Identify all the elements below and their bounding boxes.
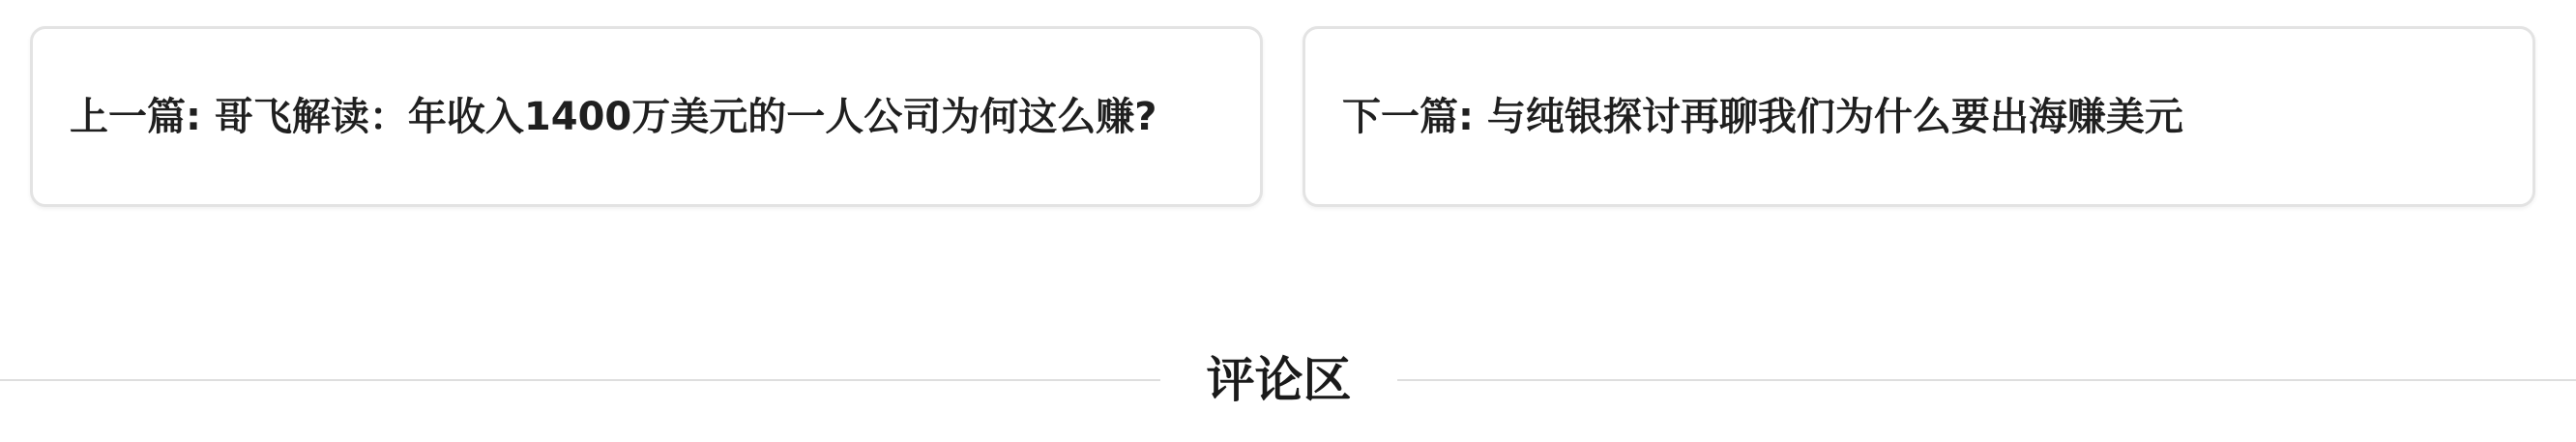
comments-section-header xyxy=(0,319,2576,442)
comments-section-title: 评论区 xyxy=(1206,352,1352,408)
next-post-link[interactable] xyxy=(1303,26,2535,207)
previous-post-link[interactable] xyxy=(30,26,1263,207)
divider-line-left xyxy=(0,379,1160,381)
previous-post-title: 上一篇: 哥飞解读：年收入1400万美元的一人公司为何这么赚? xyxy=(70,94,1157,139)
next-post-title: 下一篇: 与纯银探讨再聊我们为什么要出海赚美元 xyxy=(1342,94,2183,139)
divider-line-right xyxy=(1397,379,2576,381)
